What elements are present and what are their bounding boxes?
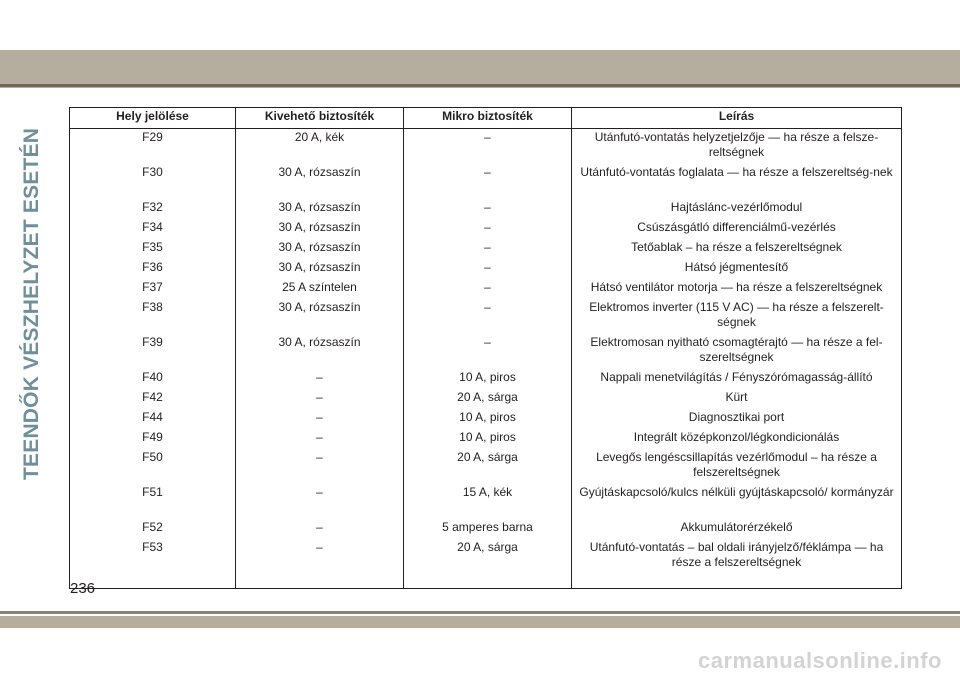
cell-cartridge-fuse: –: [236, 389, 404, 409]
cell-location: F29: [70, 129, 236, 165]
cell-cartridge-fuse: –: [236, 519, 404, 539]
cell-cartridge-fuse: –: [236, 484, 404, 519]
cell-cartridge-fuse: 30 A, rózsaszín: [236, 259, 404, 279]
cell-location: F32: [70, 199, 236, 219]
cell-description: Gyújtáskapcsoló/kulcs nélküli gyújtáskapcsoló/ kormányzár: [572, 484, 902, 519]
cell-micro-fuse: 10 A, piros: [404, 429, 572, 449]
cell-description: Elektromosan nyitható csomagtérajtó — ha része a fel-szereltségnek: [572, 334, 902, 369]
table-row: [70, 484, 902, 519]
cell-location: F36: [70, 259, 236, 279]
cell-cartridge-fuse: 30 A, rózsaszín: [236, 164, 404, 199]
table-row: [70, 519, 902, 539]
table-row: [70, 129, 902, 165]
cell-description: Utánfutó-vontatás foglalata — ha része a felszereltség-nek: [572, 164, 902, 199]
cell-location: F40: [70, 369, 236, 389]
table-row: [70, 299, 902, 334]
cell-description: Hátsó ventilátor motorja — ha része a felszereltségnek: [572, 279, 902, 299]
table-row: [70, 219, 902, 239]
cell-description: Tetőablak – ha része a felszereltségnek: [572, 239, 902, 259]
cell-cartridge-fuse: –: [236, 369, 404, 389]
cell-micro-fuse: –: [404, 334, 572, 369]
table-row: [70, 279, 902, 299]
header-description: Leírás: [572, 108, 902, 129]
table-row: [70, 449, 902, 484]
cell-location: F35: [70, 239, 236, 259]
cell-micro-fuse: –: [404, 279, 572, 299]
cell-location: F44: [70, 409, 236, 429]
page-number: 236: [70, 580, 96, 597]
cell-description: Integrált középkonzol/légkondicionálás: [572, 429, 902, 449]
cell-description: Elektromos inverter (115 V AC) — ha része a felszerelt-ségnek: [572, 299, 902, 334]
table-header-row: [70, 108, 902, 129]
cell-cartridge-fuse: 20 A, kék: [236, 129, 404, 165]
cell-description: Nappali menetvilágítás / Fényszórómagasság-állító: [572, 369, 902, 389]
cell-location: F50: [70, 449, 236, 484]
cell-cartridge-fuse: 25 A színtelen: [236, 279, 404, 299]
cell-micro-fuse: –: [404, 259, 572, 279]
bottom-decorative-line: [0, 611, 960, 614]
cell-description: Utánfutó-vontatás – bal oldali irányjelző/féklámpa — ha része a felszereltségnek: [572, 539, 902, 589]
cell-description: Levegős lengéscsillapítás vezérlőmodul – ha része a felszereltségnek: [572, 449, 902, 484]
cell-description: Akkumulátorérzékelő: [572, 519, 902, 539]
cell-micro-fuse: 10 A, piros: [404, 369, 572, 389]
top-decorative-band: [0, 50, 960, 88]
cell-micro-fuse: –: [404, 239, 572, 259]
cell-cartridge-fuse: 30 A, rózsaszín: [236, 299, 404, 334]
table-row: [70, 429, 902, 449]
bottom-decorative-band: [0, 616, 960, 628]
header-micro-fuse: Mikro biztosíték: [404, 108, 572, 129]
header-cartridge-fuse: Kivehető biztosíték: [236, 108, 404, 129]
cell-description: Csúszásgátló differenciálmű-vezérlés: [572, 219, 902, 239]
cell-location: F51: [70, 484, 236, 519]
cell-cartridge-fuse: 30 A, rózsaszín: [236, 239, 404, 259]
cell-micro-fuse: 5 amperes barna: [404, 519, 572, 539]
cell-location: F49: [70, 429, 236, 449]
cell-location: F39: [70, 334, 236, 369]
cell-micro-fuse: 15 A, kék: [404, 484, 572, 519]
cell-micro-fuse: 20 A, sárga: [404, 449, 572, 484]
cell-location: F30: [70, 164, 236, 199]
watermark: carmanualsonline.info: [698, 648, 942, 673]
cell-description: Utánfutó-vontatás helyzetjelzője — ha része a felsze-reltségnek: [572, 129, 902, 165]
cell-micro-fuse: 10 A, piros: [404, 409, 572, 429]
table-row: [70, 409, 902, 429]
top-decorative-line: [0, 84, 960, 87]
fuse-table: [69, 107, 902, 589]
cell-micro-fuse: –: [404, 199, 572, 219]
table-row: [70, 369, 902, 389]
table-row: [70, 259, 902, 279]
cell-description: Diagnosztikai port: [572, 409, 902, 429]
cell-location: F34: [70, 219, 236, 239]
cell-cartridge-fuse: 30 A, rózsaszín: [236, 219, 404, 239]
cell-cartridge-fuse: 30 A, rózsaszín: [236, 334, 404, 369]
cell-micro-fuse: –: [404, 129, 572, 165]
header-location: Hely jelölése: [70, 108, 236, 129]
cell-micro-fuse: –: [404, 219, 572, 239]
cell-description: Kürt: [572, 389, 902, 409]
cell-description: Hajtáslánc-vezérlőmodul: [572, 199, 902, 219]
cell-location: F38: [70, 299, 236, 334]
table-row: [70, 539, 902, 589]
cell-cartridge-fuse: –: [236, 409, 404, 429]
table-row: [70, 389, 902, 409]
cell-micro-fuse: –: [404, 164, 572, 199]
cell-description: Hátsó jégmentesítő: [572, 259, 902, 279]
cell-micro-fuse: 20 A, sárga: [404, 389, 572, 409]
cell-cartridge-fuse: 30 A, rózsaszín: [236, 199, 404, 219]
table-row: [70, 164, 902, 199]
cell-cartridge-fuse: –: [236, 429, 404, 449]
cell-location: F52: [70, 519, 236, 539]
cell-cartridge-fuse: –: [236, 449, 404, 484]
table-row: [70, 334, 902, 369]
table-row: [70, 199, 902, 219]
section-side-title: TEENDŐK VÉSZHELYZET ESETÉN: [20, 127, 43, 480]
cell-micro-fuse: 20 A, sárga: [404, 539, 572, 589]
cell-location: F42: [70, 389, 236, 409]
cell-micro-fuse: –: [404, 299, 572, 334]
cell-location: F53: [70, 539, 236, 589]
table-row: [70, 239, 902, 259]
cell-cartridge-fuse: –: [236, 539, 404, 589]
cell-location: F37: [70, 279, 236, 299]
